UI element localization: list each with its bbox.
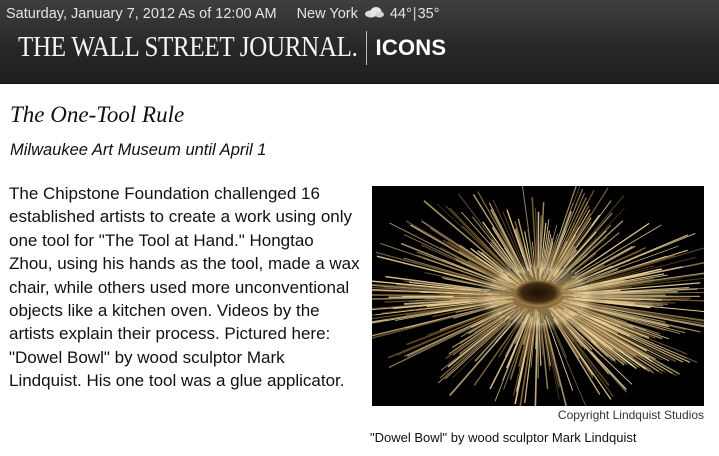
dowel-stick (390, 223, 496, 277)
photo-caption: "Dowel Bowl" by wood sculptor Mark Lindquist (370, 430, 637, 445)
article-body: The Chipstone Foundation challenged 16 established artists to create a work using only one tool for "The Tool at Hand." Hongtao Zhou, using his hands as the tool, made a wax chair, while others used more unconventional objects like a kitchen oven. Videos by the artists explain their process. Pictured here: "Dowel Bowl" by wood sculptor Mark Lindquist. His one tool was a glue applicator. (9, 184, 360, 391)
weather-city[interactable]: New York (296, 6, 358, 22)
site-header (0, 0, 719, 84)
article-headline: The One-Tool Rule (10, 102, 185, 127)
photo-credit: Copyright Lindquist Studios (557, 408, 704, 422)
article-subhead: Milwaukee Art Museum until April 1 (10, 141, 267, 159)
section-title[interactable]: ICONS (375, 35, 447, 60)
dateline (6, 4, 440, 24)
temp-low: 35° (417, 6, 440, 22)
publication-logo[interactable]: THE WALL STREET JOURNAL. (18, 32, 358, 63)
temp-high: 44° (389, 6, 412, 22)
dowel-bowl-image (372, 186, 704, 406)
temp-separator: | (412, 6, 417, 22)
cloud-icon (363, 6, 385, 22)
date-text: Saturday, January 7, 2012 As of 12:00 AM (6, 6, 277, 22)
dowel-bowl-photo (372, 186, 704, 406)
brand-divider (366, 31, 367, 65)
brand-bar (18, 31, 446, 65)
